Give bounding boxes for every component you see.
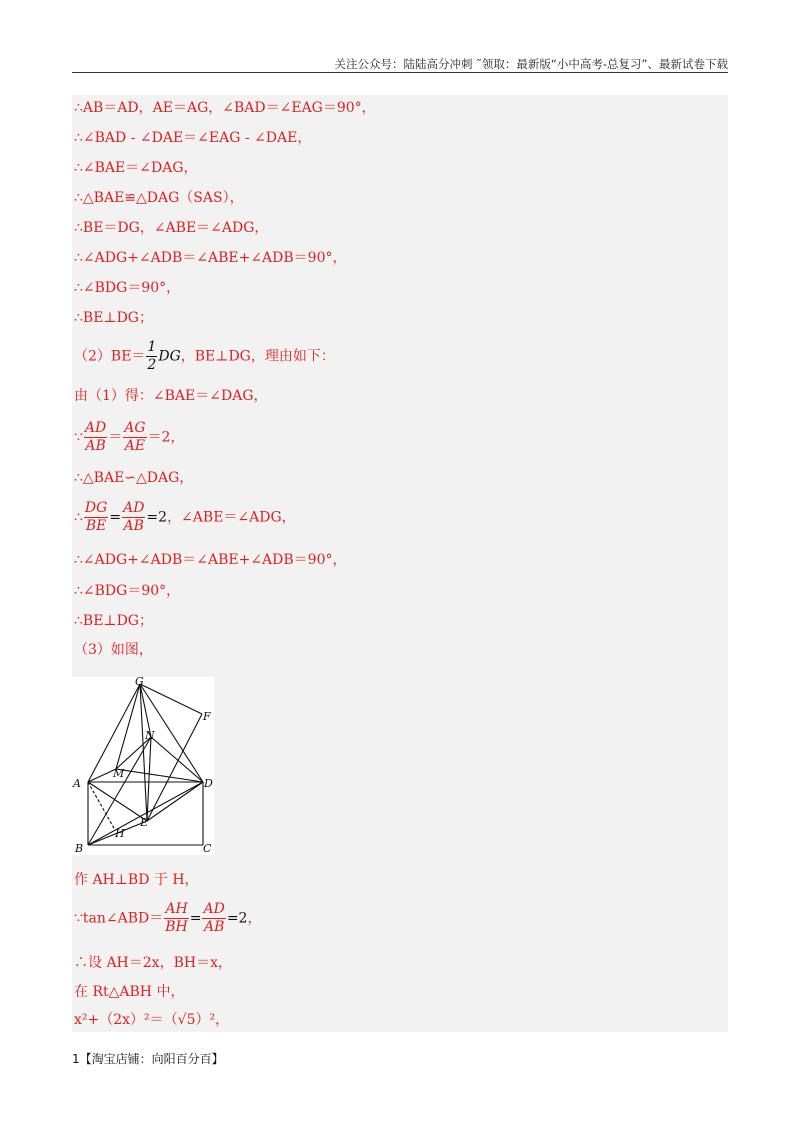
proof-line-7: ∴∠BDG＝90°， (74, 280, 181, 296)
tan-prefix: ∵tan∠ABD＝ (74, 910, 164, 927)
ae-denominator: AE (124, 438, 146, 454)
proof-line-8: ∴BE⊥DG； (74, 310, 153, 326)
equals-sign: = (109, 509, 122, 526)
page-header: 关注公众号：陆陆高分冲刺 ˜领取：最新版“小中高考-总复习”、最新试卷下载 (334, 57, 728, 71)
tan-value: =2 (226, 910, 248, 927)
proof-line-10: 由（1）得：∠BAE＝∠DAG， (74, 388, 268, 404)
geometry-figure (72, 677, 214, 855)
label-m: M (113, 767, 125, 780)
solution-content (72, 95, 728, 1032)
header-divider (72, 72, 728, 73)
bh-denominator: BH (165, 919, 188, 935)
ah-numerator: AH (165, 901, 188, 917)
ah-over-bh (164, 901, 189, 936)
proof-line-2: ∴∠BAD - ∠DAE＝∠EAG - ∠DAE， (74, 130, 312, 146)
construction-line: 作 AH⊥BD 于 H， (74, 872, 199, 888)
proof-line-4: ∴△BAE≌△DAG（SAS）， (74, 190, 244, 206)
ag-over-ae (123, 420, 146, 455)
ad-numerator-2: AD (123, 500, 145, 516)
therefore-symbol: ∴ (74, 509, 83, 526)
angle-equality: ，∠ABE＝∠ADG， (167, 509, 296, 526)
part-2-prefix: （2）BE＝ (74, 348, 146, 365)
dg-term: DG (158, 348, 181, 365)
ab-denominator: AB (85, 438, 106, 454)
dg-over-be (84, 500, 108, 535)
label-f: F (203, 710, 211, 723)
proof-line-6: ∴∠ADG+∠ADB＝∠ABE+∠ADB＝90°， (74, 250, 347, 266)
proof-line-16: ∴BE⊥DG； (74, 613, 153, 629)
ag-numerator: AG (124, 420, 146, 436)
geometry-diagram (72, 677, 214, 855)
ratio-equation (74, 420, 184, 455)
half-numerator: 1 (147, 339, 157, 355)
ratio-equation-2 (74, 500, 296, 535)
proof-line-20: ∴设 AH＝2x，BH＝x， (74, 955, 232, 971)
equals-sign: = (189, 910, 202, 927)
label-a: A (73, 777, 81, 790)
part-3-intro: （3）如图， (74, 642, 153, 658)
proof-line-1: ∴AB＝AD，AE＝AG，∠BAD＝∠EAG＝90°， (74, 100, 376, 116)
label-b: B (75, 842, 84, 855)
pythagoras-line: x²+（2x）²＝（√5）²， (74, 1012, 230, 1028)
part-2-statement (74, 339, 335, 374)
equals-sign: ＝ (108, 429, 123, 446)
part-2-suffix: ，BE⊥DG，理由如下： (180, 348, 335, 365)
page-footer: 1【淘宝店铺：向阳百分百】 (72, 1052, 224, 1066)
ad-over-ab-3 (202, 901, 225, 936)
ab-denominator-2: AB (123, 518, 144, 534)
proof-line-15: ∴∠BDG＝90°， (74, 583, 181, 599)
because-symbol: ∵ (74, 429, 83, 446)
dg-numerator: DG (84, 500, 108, 516)
proof-line-5: ∴BE＝DG，∠ABE＝∠ADG， (74, 220, 269, 236)
proof-line-14: ∴∠ADG+∠ADB＝∠ABE+∠ADB＝90°， (74, 552, 347, 568)
ad-numerator: AD (84, 420, 107, 436)
similarity-line: ∴△BAE∽△DAG， (74, 470, 194, 486)
ad-over-ab-2 (122, 500, 145, 535)
be-denominator: BE (85, 518, 107, 534)
tan-suffix: ， (247, 910, 262, 927)
proof-line-21: 在 Rt△ABH 中， (74, 984, 185, 1000)
ratio-value-2: =2 (146, 509, 168, 526)
label-g: G (135, 677, 144, 688)
ad-over-ab (84, 420, 107, 455)
label-c: C (203, 842, 212, 855)
ratio-value: ＝2， (147, 429, 185, 446)
label-d: D (204, 777, 213, 790)
label-e: E (140, 816, 149, 829)
label-n: N (145, 729, 155, 742)
ad-numerator-3: AD (203, 901, 225, 917)
half-denominator: 2 (147, 357, 157, 373)
proof-line-3: ∴∠BAE＝∠DAG， (74, 160, 198, 176)
half-fraction (146, 339, 157, 374)
ab-denominator-3: AB (203, 919, 225, 935)
tangent-equation (74, 901, 261, 936)
label-h: H (115, 827, 125, 840)
